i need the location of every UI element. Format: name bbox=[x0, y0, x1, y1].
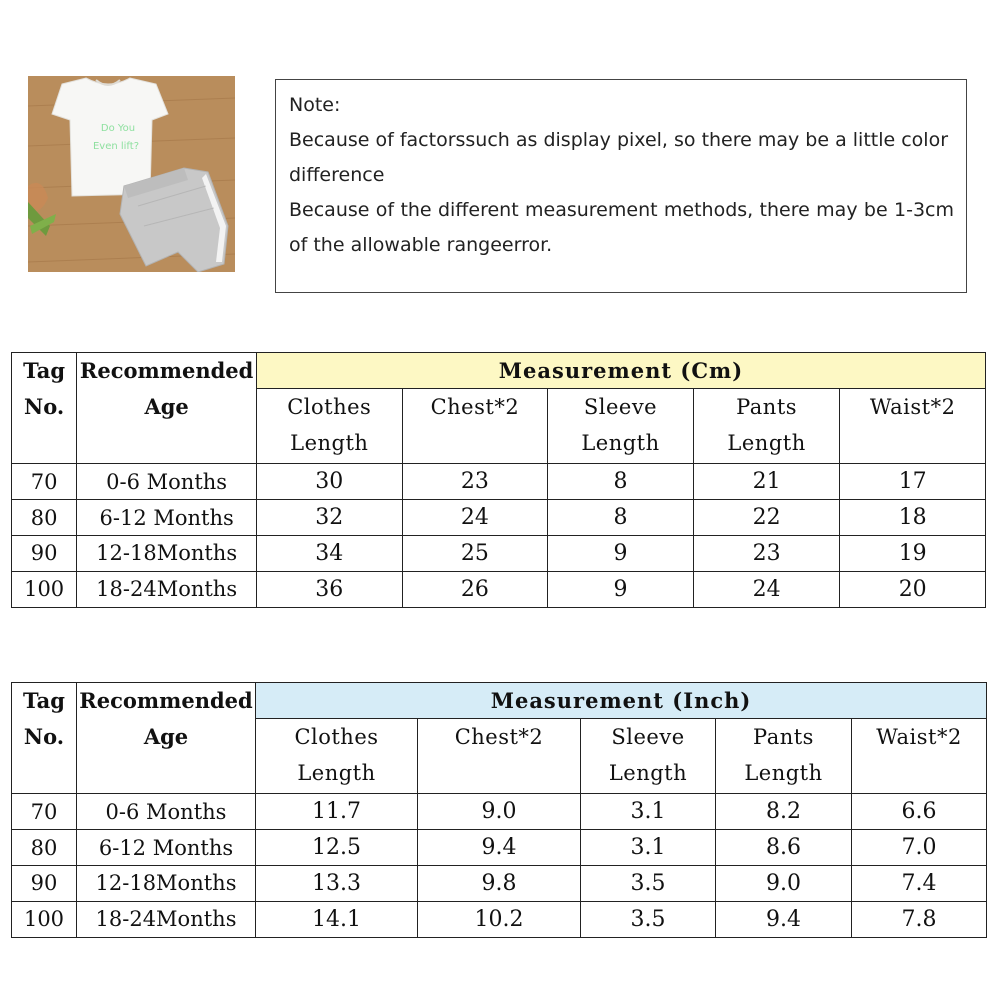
tag-no-header bbox=[12, 353, 77, 464]
column-header-line-1: Pants bbox=[736, 394, 798, 419]
chest-cell: 23 bbox=[402, 464, 548, 500]
tag-header-line-1: Tag bbox=[23, 688, 65, 713]
age-cell: 18-24Months bbox=[77, 901, 256, 937]
column-header-sleeve-length bbox=[548, 388, 694, 463]
chest-cell: 24 bbox=[402, 500, 548, 536]
chest-cell: 9.0 bbox=[418, 794, 581, 830]
clothes-length-cell: 30 bbox=[257, 464, 403, 500]
waist-cell: 19 bbox=[840, 536, 986, 572]
column-header-line-1: Pants bbox=[753, 724, 814, 749]
column-header-line-1: Chest*2 bbox=[430, 394, 520, 419]
sleeve-length-cell: 8 bbox=[548, 464, 694, 500]
table-row bbox=[12, 500, 986, 536]
tag-cell: 80 bbox=[12, 830, 77, 866]
chest-cell: 9.8 bbox=[418, 866, 581, 902]
shirt-print-line-1: Do You bbox=[100, 123, 136, 134]
chest-cell: 25 bbox=[402, 536, 548, 572]
column-header-pants-length bbox=[693, 388, 840, 463]
column-header-line-1: Waist*2 bbox=[869, 394, 956, 419]
table-row bbox=[12, 464, 986, 500]
clothes-length-cell: 36 bbox=[257, 571, 403, 607]
measurement-cm-header: Measurement (Cm) bbox=[257, 353, 986, 389]
waist-cell: 20 bbox=[840, 571, 986, 607]
column-header-chest bbox=[418, 718, 581, 793]
clothes-length-cell: 34 bbox=[257, 536, 403, 572]
waist-cell: 18 bbox=[840, 500, 986, 536]
sleeve-length-cell: 8 bbox=[548, 500, 694, 536]
sleeve-length-cell: 3.1 bbox=[581, 794, 716, 830]
tag-header-line-1: Tag bbox=[23, 358, 66, 383]
tag-cell: 70 bbox=[12, 794, 77, 830]
clothes-length-cell: 32 bbox=[257, 500, 403, 536]
clothes-length-cell: 13.3 bbox=[256, 866, 418, 902]
chest-cell: 26 bbox=[402, 571, 548, 607]
pants-length-cell: 9.0 bbox=[716, 866, 852, 902]
age-header-line-1: Recommended bbox=[79, 358, 254, 383]
column-header-chest bbox=[402, 388, 548, 463]
waist-cell: 7.8 bbox=[852, 901, 987, 937]
pants-length-cell: 24 bbox=[693, 571, 840, 607]
chest-cell: 10.2 bbox=[418, 901, 581, 937]
column-header-line-1: Chest*2 bbox=[454, 724, 544, 749]
column-header-line-2: Length bbox=[581, 430, 660, 455]
recommended-age-header bbox=[77, 353, 257, 464]
column-header-line-1: Waist*2 bbox=[876, 724, 962, 749]
table-row bbox=[12, 866, 987, 902]
age-cell: 12-18Months bbox=[77, 866, 256, 902]
column-header-line-2: Length bbox=[744, 760, 823, 785]
column-header-line-2: Length bbox=[297, 760, 376, 785]
tag-cell: 100 bbox=[12, 571, 77, 607]
waist-cell: 7.0 bbox=[852, 830, 987, 866]
column-header-waist bbox=[852, 718, 987, 793]
age-header-line-2: Age bbox=[143, 724, 189, 749]
sleeve-length-cell: 9 bbox=[548, 571, 694, 607]
column-header-line-2: Length bbox=[727, 430, 806, 455]
column-header-line-2: Length bbox=[608, 760, 688, 785]
column-header-line-1: Sleeve bbox=[611, 724, 685, 749]
pants-length-cell: 8.2 bbox=[716, 794, 852, 830]
column-header-line-2: Length bbox=[290, 430, 369, 455]
table-row bbox=[12, 830, 987, 866]
column-header-sleeve-length bbox=[581, 718, 716, 793]
measurement-inch-header: Measurement (Inch) bbox=[256, 683, 987, 719]
note-line-2: Because of the different measurement methods, there may be 1-3cm of the allowable rangeerror. bbox=[289, 199, 954, 256]
age-cell: 0-6 Months bbox=[77, 464, 257, 500]
pants-length-cell: 23 bbox=[693, 536, 840, 572]
age-header-line-2: Age bbox=[144, 394, 189, 419]
table-row bbox=[12, 794, 987, 830]
sleeve-length-cell: 9 bbox=[548, 536, 694, 572]
shirt-print-line-2: Even lift? bbox=[92, 141, 140, 152]
pants-length-cell: 8.6 bbox=[716, 830, 852, 866]
clothes-length-cell: 14.1 bbox=[256, 901, 418, 937]
note-box bbox=[275, 79, 967, 293]
age-cell: 18-24Months bbox=[77, 571, 257, 607]
table-row bbox=[12, 536, 986, 572]
clothes-length-cell: 12.5 bbox=[256, 830, 418, 866]
clothes-length-cell: 11.7 bbox=[256, 794, 418, 830]
age-cell: 0-6 Months bbox=[77, 794, 256, 830]
pants-length-cell: 21 bbox=[693, 464, 840, 500]
column-header-line-1: Clothes bbox=[294, 724, 379, 749]
tag-header-line-2: No. bbox=[23, 724, 65, 749]
sleeve-length-cell: 3.5 bbox=[581, 866, 716, 902]
note-line-1: Because of factorssuch as display pixel, so there may be a little color difference bbox=[289, 129, 949, 186]
pants-length-cell: 9.4 bbox=[716, 901, 852, 937]
size-table-cm bbox=[11, 352, 986, 608]
recommended-age-header bbox=[77, 683, 256, 794]
age-cell: 12-18Months bbox=[77, 536, 257, 572]
tag-header-line-2: No. bbox=[24, 394, 65, 419]
waist-cell: 7.4 bbox=[852, 866, 987, 902]
tag-no-header bbox=[12, 683, 77, 794]
column-header-pants-length bbox=[716, 718, 852, 793]
column-header-line-1: Clothes bbox=[287, 394, 372, 419]
column-header-line-1: Sleeve bbox=[583, 394, 658, 419]
column-header-waist bbox=[840, 388, 986, 463]
note-title: Note: bbox=[289, 94, 341, 116]
table-row bbox=[12, 901, 987, 937]
tag-cell: 100 bbox=[12, 901, 77, 937]
waist-cell: 6.6 bbox=[852, 794, 987, 830]
size-table-inch bbox=[11, 682, 987, 938]
pants-length-cell: 22 bbox=[693, 500, 840, 536]
column-header-clothes-length bbox=[256, 718, 418, 793]
tag-cell: 80 bbox=[12, 500, 77, 536]
tag-cell: 90 bbox=[12, 536, 77, 572]
table-row bbox=[12, 571, 986, 607]
sleeve-length-cell: 3.1 bbox=[581, 830, 716, 866]
tag-cell: 70 bbox=[12, 464, 77, 500]
age-cell: 6-12 Months bbox=[77, 500, 257, 536]
chest-cell: 9.4 bbox=[418, 830, 581, 866]
waist-cell: 17 bbox=[840, 464, 986, 500]
age-cell: 6-12 Months bbox=[77, 830, 256, 866]
tag-cell: 90 bbox=[12, 866, 77, 902]
column-header-clothes-length bbox=[257, 388, 403, 463]
age-header-line-1: Recommended bbox=[79, 688, 253, 713]
product-photo-illustration bbox=[28, 76, 235, 272]
sleeve-length-cell: 3.5 bbox=[581, 901, 716, 937]
product-photo bbox=[28, 76, 235, 272]
